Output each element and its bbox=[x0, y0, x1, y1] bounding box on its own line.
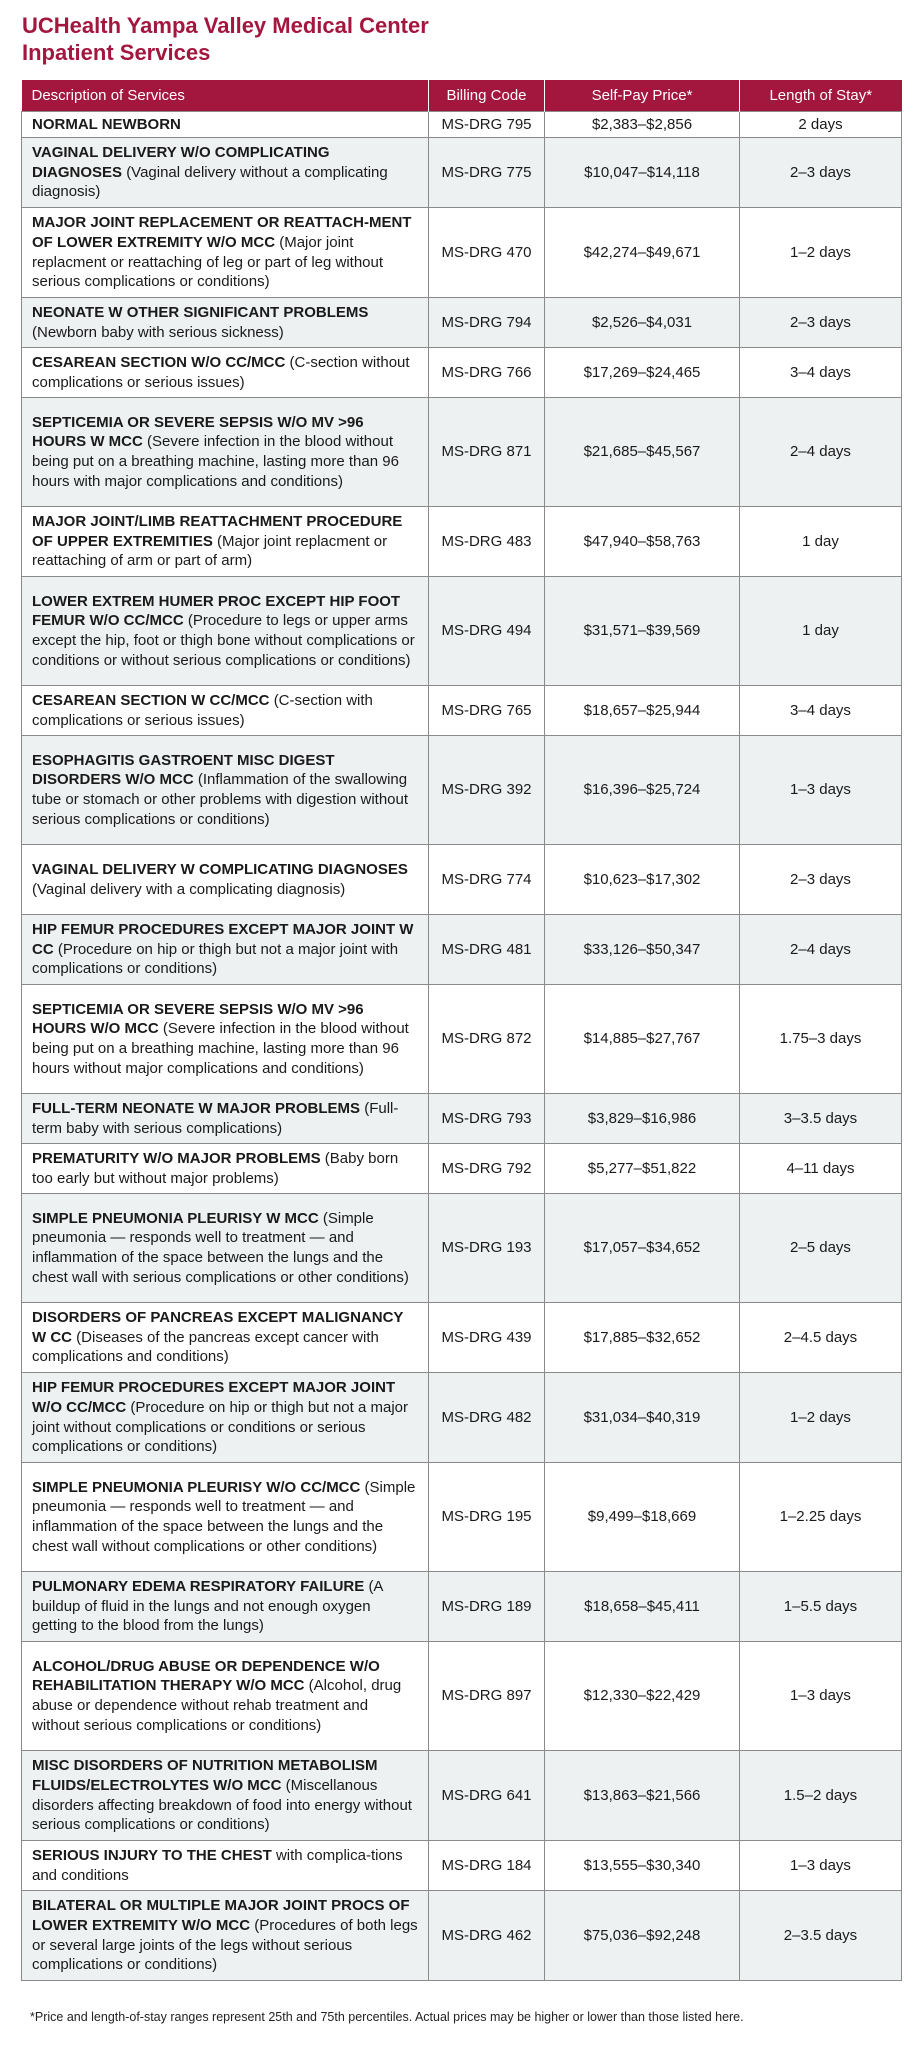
table-row bbox=[22, 348, 902, 398]
billing-code-cell: MS-DRG 195 bbox=[429, 1463, 545, 1572]
table-row bbox=[22, 1144, 902, 1194]
table-row bbox=[22, 1891, 902, 1981]
service-detail: (Major joint replacment or reattaching of leg or part of leg without serious complications or conditions) bbox=[32, 233, 384, 291]
self-pay-price-cell: $2,383–$2,856 bbox=[545, 112, 740, 138]
billing-code-cell: MS-DRG 871 bbox=[429, 398, 545, 507]
billing-code-cell: MS-DRG 184 bbox=[429, 1841, 545, 1891]
service-description-cell bbox=[22, 1094, 429, 1144]
length-of-stay-cell: 3–4 days bbox=[740, 348, 902, 398]
service-detail: (Simple pneumonia — responds well to treatment — and inflammation of the space between the lungs and the chest wall with serious complications or other conditions) bbox=[32, 1209, 409, 1286]
length-of-stay-cell: 1–2.25 days bbox=[740, 1463, 902, 1572]
length-of-stay-cell: 2 days bbox=[740, 112, 902, 138]
self-pay-price-cell: $18,658–$45,411 bbox=[545, 1572, 740, 1642]
service-description-cell bbox=[22, 1572, 429, 1642]
service-description-cell bbox=[22, 398, 429, 507]
service-description-cell bbox=[22, 138, 429, 208]
length-of-stay-cell: 2–3 days bbox=[740, 138, 902, 208]
service-detail: (A buildup of fluid in the lungs and not enough oxygen getting to the blood from the lungs) bbox=[32, 1578, 383, 1635]
service-title: VAGINAL DELIVERY W COMPLICATING DIAGNOSES bbox=[32, 860, 408, 878]
col-header-length-of-stay: Length of Stay* bbox=[740, 80, 902, 112]
footnote: *Price and length-of-stay ranges represent 25th and 75th percentiles. Actual prices may be higher or lower than those listed here. bbox=[30, 2010, 744, 2024]
length-of-stay-cell: 2–4 days bbox=[740, 398, 902, 507]
length-of-stay-cell: 1–3 days bbox=[740, 736, 902, 845]
service-description-cell bbox=[22, 1751, 429, 1841]
service-detail: (Baby born too early but without major problems) bbox=[32, 1149, 399, 1187]
billing-code-cell: MS-DRG 765 bbox=[429, 686, 545, 736]
self-pay-price-cell: $17,269–$24,465 bbox=[545, 348, 740, 398]
service-title: SIMPLE PNEUMONIA PLEURISY W/O CC/MCC bbox=[32, 1478, 361, 1496]
table-row bbox=[22, 112, 902, 138]
service-description-cell bbox=[22, 112, 429, 138]
service-description-cell bbox=[22, 1891, 429, 1981]
billing-code-cell: MS-DRG 794 bbox=[429, 298, 545, 348]
service-title: PULMONARY EDEMA RESPIRATORY FAILURE bbox=[32, 1578, 365, 1596]
length-of-stay-cell: 2–5 days bbox=[740, 1194, 902, 1303]
service-description-cell bbox=[22, 298, 429, 348]
service-detail: (Vaginal delivery with a complicating diagnosis) bbox=[32, 880, 346, 898]
table-row bbox=[22, 845, 902, 915]
table-row bbox=[22, 507, 902, 577]
billing-code-cell: MS-DRG 897 bbox=[429, 1642, 545, 1751]
self-pay-price-cell: $21,685–$45,567 bbox=[545, 398, 740, 507]
service-detail: (C-section without complications or serious issues) bbox=[32, 353, 410, 391]
self-pay-price-cell: $75,036–$92,248 bbox=[545, 1891, 740, 1981]
self-pay-price-cell: $16,396–$25,724 bbox=[545, 736, 740, 845]
length-of-stay-cell: 2–3 days bbox=[740, 298, 902, 348]
service-title: SIMPLE PNEUMONIA PLEURISY W MCC bbox=[32, 1209, 319, 1227]
length-of-stay-cell: 3–4 days bbox=[740, 686, 902, 736]
billing-code-cell: MS-DRG 793 bbox=[429, 1094, 545, 1144]
length-of-stay-cell: 4–11 days bbox=[740, 1144, 902, 1194]
service-description-cell bbox=[22, 686, 429, 736]
self-pay-price-cell: $17,885–$32,652 bbox=[545, 1303, 740, 1373]
billing-code-cell: MS-DRG 775 bbox=[429, 138, 545, 208]
billing-code-cell: MS-DRG 766 bbox=[429, 348, 545, 398]
service-description-cell bbox=[22, 208, 429, 298]
length-of-stay-cell: 1 day bbox=[740, 507, 902, 577]
self-pay-price-cell: $2,526–$4,031 bbox=[545, 298, 740, 348]
service-detail: (Procedure to legs or upper arms except the hip, foot or thigh bone without complications or conditions or without serious complications or conditions) bbox=[32, 612, 415, 669]
table-body bbox=[22, 112, 902, 1981]
table-row bbox=[22, 208, 902, 298]
table-row bbox=[22, 1094, 902, 1144]
service-detail: (Procedures of both legs or several large joints of the legs without serious complications or conditions) bbox=[32, 1916, 418, 1974]
billing-code-cell: MS-DRG 470 bbox=[429, 208, 545, 298]
service-description-cell bbox=[22, 1144, 429, 1194]
service-title: SEPTICEMIA OR SEVERE SEPSIS W/O MV >96 HOURS W/O MCC bbox=[32, 1000, 364, 1038]
service-detail: (Vaginal delivery without a complicating diagnosis) bbox=[32, 163, 388, 201]
self-pay-price-cell: $9,499–$18,669 bbox=[545, 1463, 740, 1572]
service-title: NORMAL NEWBORN bbox=[32, 115, 181, 133]
service-detail: (Miscellanous disorders affecting breakdown of food into energy without serious complications or conditions) bbox=[32, 1776, 412, 1834]
service-detail: (Severe infection in the blood without being put on a breathing machine, lasting more than 96 hours with major complications and conditions) bbox=[32, 433, 399, 490]
service-detail: (Procedure on hip or thigh but not a major joint with complications or conditions) bbox=[32, 940, 399, 978]
service-detail: (Newborn baby with serious sickness) bbox=[32, 323, 284, 341]
table-header bbox=[22, 80, 902, 112]
table-row bbox=[22, 985, 902, 1094]
self-pay-price-cell: $17,057–$34,652 bbox=[545, 1194, 740, 1303]
length-of-stay-cell: 1–2 days bbox=[740, 1373, 902, 1463]
service-title: ALCOHOL/DRUG ABUSE OR DEPENDENCE W/O REHABILITATION THERAPY W/O MCC bbox=[32, 1657, 380, 1695]
self-pay-price-cell: $31,571–$39,569 bbox=[545, 577, 740, 686]
service-description-cell bbox=[22, 1303, 429, 1373]
service-description-cell bbox=[22, 348, 429, 398]
service-title: SEPTICEMIA OR SEVERE SEPSIS W/O MV >96 HOURS W MCC bbox=[32, 413, 364, 451]
billing-code-cell: MS-DRG 482 bbox=[429, 1373, 545, 1463]
table-row bbox=[22, 298, 902, 348]
service-title: MAJOR JOINT/LIMB REATTACHMENT PROCEDURE OF UPPER EXTREMITIES bbox=[32, 513, 403, 550]
billing-code-cell: MS-DRG 189 bbox=[429, 1572, 545, 1642]
service-title: LOWER EXTREM HUMER PROC EXCEPT HIP FOOT FEMUR W/O CC/MCC bbox=[32, 592, 401, 630]
hospital-name: UCHealth Yampa Valley Medical Center bbox=[22, 13, 429, 38]
table-row bbox=[22, 736, 902, 845]
length-of-stay-cell: 1–3 days bbox=[740, 1841, 902, 1891]
table-row bbox=[22, 398, 902, 507]
self-pay-price-cell: $47,940–$58,763 bbox=[545, 507, 740, 577]
service-title: PREMATURITY W/O MAJOR PROBLEMS bbox=[32, 1149, 321, 1167]
service-description-cell bbox=[22, 915, 429, 985]
length-of-stay-cell: 2–4 days bbox=[740, 915, 902, 985]
self-pay-price-cell: $3,829–$16,986 bbox=[545, 1094, 740, 1144]
col-header-description: Description of Services bbox=[22, 80, 429, 112]
billing-code-cell: MS-DRG 872 bbox=[429, 985, 545, 1094]
self-pay-price-cell: $13,555–$30,340 bbox=[545, 1841, 740, 1891]
table-row bbox=[22, 1303, 902, 1373]
col-header-billing-code: Billing Code bbox=[429, 80, 545, 112]
length-of-stay-cell: 1–3 days bbox=[740, 1642, 902, 1751]
table-row bbox=[22, 577, 902, 686]
self-pay-price-cell: $5,277–$51,822 bbox=[545, 1144, 740, 1194]
service-title: MISC DISORDERS OF NUTRITION METABOLISM FLUIDS/ELECTROLYTES W/O MCC bbox=[32, 1757, 378, 1794]
billing-code-cell: MS-DRG 641 bbox=[429, 1751, 545, 1841]
service-title: BILATERAL OR MULTIPLE MAJOR JOINT PROCS OF LOWER EXTREMITY W/O MCC bbox=[32, 1897, 410, 1934]
self-pay-price-cell: $31,034–$40,319 bbox=[545, 1373, 740, 1463]
self-pay-price-cell: $42,274–$49,671 bbox=[545, 208, 740, 298]
self-pay-price-cell: $10,623–$17,302 bbox=[545, 845, 740, 915]
service-description-cell bbox=[22, 985, 429, 1094]
price-table bbox=[21, 80, 902, 1981]
table-row bbox=[22, 1463, 902, 1572]
billing-code-cell: MS-DRG 462 bbox=[429, 1891, 545, 1981]
length-of-stay-cell: 1.5–2 days bbox=[740, 1751, 902, 1841]
table-row bbox=[22, 1751, 902, 1841]
self-pay-price-cell: $18,657–$25,944 bbox=[545, 686, 740, 736]
service-title: NEONATE W OTHER SIGNIFICANT PROBLEMS bbox=[32, 303, 369, 321]
service-detail: (Simple pneumonia — responds well to treatment — and inflammation of the space between the lungs and the chest wall without complications or other conditions) bbox=[32, 1478, 416, 1555]
service-title: ESOPHAGITIS GASTROENT MISC DIGEST DISORDERS W/O MCC bbox=[32, 751, 335, 789]
service-description-cell bbox=[22, 1373, 429, 1463]
length-of-stay-cell: 2–3.5 days bbox=[740, 1891, 902, 1981]
billing-code-cell: MS-DRG 494 bbox=[429, 577, 545, 686]
length-of-stay-cell: 1–5.5 days bbox=[740, 1572, 902, 1642]
billing-code-cell: MS-DRG 439 bbox=[429, 1303, 545, 1373]
table-row bbox=[22, 1841, 902, 1891]
service-title: SERIOUS INJURY TO THE CHEST bbox=[32, 1846, 272, 1864]
table-row bbox=[22, 1572, 902, 1642]
service-title: FULL-TERM NEONATE W MAJOR PROBLEMS bbox=[32, 1099, 361, 1117]
service-title: HIP FEMUR PROCEDURES EXCEPT MAJOR JOINT W CC bbox=[32, 921, 414, 958]
billing-code-cell: MS-DRG 483 bbox=[429, 507, 545, 577]
service-detail: (Severe infection in the blood without being put on a breathing machine, lasting more than 96 hours without major complications and conditions) bbox=[32, 1020, 409, 1077]
service-description-cell bbox=[22, 736, 429, 845]
service-title: DISORDERS OF PANCREAS EXCEPT MALIGNANCY W CC bbox=[32, 1309, 404, 1346]
service-description-cell bbox=[22, 507, 429, 577]
service-detail: (Major joint replacment or reattaching of arm or part of arm) bbox=[32, 532, 388, 570]
billing-code-cell: MS-DRG 795 bbox=[429, 112, 545, 138]
billing-code-cell: MS-DRG 193 bbox=[429, 1194, 545, 1303]
service-title: HIP FEMUR PROCEDURES EXCEPT MAJOR JOINT W/O CC/MCC bbox=[32, 1379, 396, 1416]
service-detail: (Full-term baby with serious complications) bbox=[32, 1099, 399, 1137]
table-row bbox=[22, 1194, 902, 1303]
length-of-stay-cell: 1.75–3 days bbox=[740, 985, 902, 1094]
self-pay-price-cell: $14,885–$27,767 bbox=[545, 985, 740, 1094]
billing-code-cell: MS-DRG 774 bbox=[429, 845, 545, 915]
billing-code-cell: MS-DRG 792 bbox=[429, 1144, 545, 1194]
service-description-cell bbox=[22, 1642, 429, 1751]
table-row bbox=[22, 1373, 902, 1463]
service-detail: with complica-tions and conditions bbox=[32, 1846, 403, 1884]
service-detail: (Inflammation of the swallowing tube or stomach or other problems with digestion without serious complications or conditions) bbox=[32, 771, 409, 828]
service-description-cell bbox=[22, 577, 429, 686]
billing-code-cell: MS-DRG 392 bbox=[429, 736, 545, 845]
service-title: CESAREAN SECTION W/O CC/MCC bbox=[32, 353, 286, 371]
length-of-stay-cell: 1 day bbox=[740, 577, 902, 686]
page-title bbox=[22, 12, 429, 66]
service-title: MAJOR JOINT REPLACEMENT OR REATTACH-MENT OF LOWER EXTREMITY W/O MCC bbox=[32, 214, 412, 251]
section-name: Inpatient Services bbox=[22, 40, 211, 65]
length-of-stay-cell: 1–2 days bbox=[740, 208, 902, 298]
service-detail: (C-section with complications or serious issues) bbox=[32, 691, 373, 729]
service-description-cell bbox=[22, 1194, 429, 1303]
service-detail: (Alcohol, drug abuse or dependence without rehab treatment and without serious complications or conditions) bbox=[32, 1677, 402, 1734]
table-row bbox=[22, 686, 902, 736]
table-row bbox=[22, 138, 902, 208]
service-title: CESAREAN SECTION W CC/MCC bbox=[32, 691, 270, 709]
service-description-cell bbox=[22, 1841, 429, 1891]
length-of-stay-cell: 3–3.5 days bbox=[740, 1094, 902, 1144]
length-of-stay-cell: 2–3 days bbox=[740, 845, 902, 915]
billing-code-cell: MS-DRG 481 bbox=[429, 915, 545, 985]
service-description-cell bbox=[22, 1463, 429, 1572]
table-row bbox=[22, 915, 902, 985]
self-pay-price-cell: $33,126–$50,347 bbox=[545, 915, 740, 985]
service-detail: (Procedure on hip or thigh but not a major joint without complications or conditions or serious complications or conditions) bbox=[32, 1398, 408, 1456]
service-description-cell bbox=[22, 845, 429, 915]
table-row bbox=[22, 1642, 902, 1751]
self-pay-price-cell: $13,863–$21,566 bbox=[545, 1751, 740, 1841]
self-pay-price-cell: $12,330–$22,429 bbox=[545, 1642, 740, 1751]
service-detail: (Diseases of the pancreas except cancer with complications and conditions) bbox=[32, 1328, 379, 1366]
length-of-stay-cell: 2–4.5 days bbox=[740, 1303, 902, 1373]
self-pay-price-cell: $10,047–$14,118 bbox=[545, 138, 740, 208]
service-title: VAGINAL DELIVERY W/O COMPLICATING DIAGNOSES bbox=[32, 144, 330, 181]
col-header-self-pay-price: Self-Pay Price* bbox=[545, 80, 740, 112]
